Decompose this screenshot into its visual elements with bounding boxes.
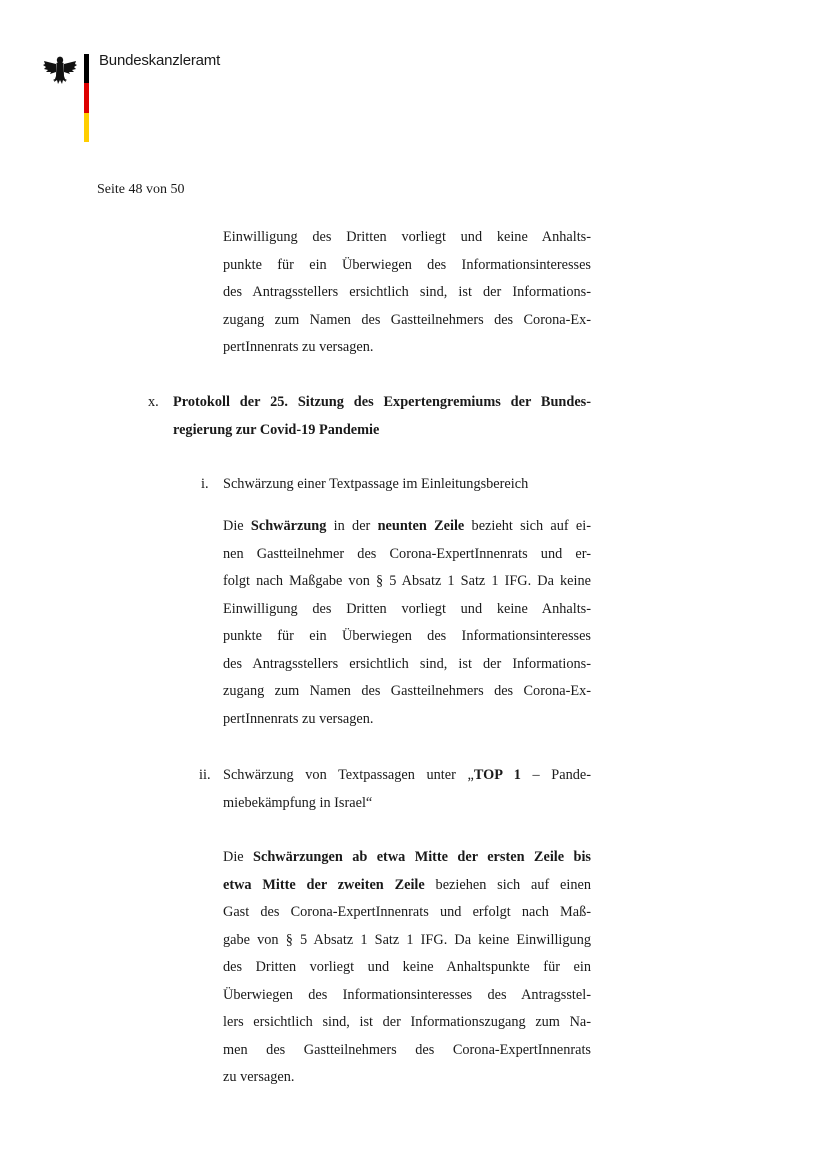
heading-line: Schwärzung von Textpassagen unter „TOP 1 – Pande-: [223, 767, 592, 783]
text-line: Die Schwärzungen ab etwa Mitte der ersten Zeile bis: [223, 849, 591, 865]
section-heading: [173, 389, 591, 444]
page-number: Seite 48 von 50: [97, 182, 185, 197]
text-line: des Dritten vorliegt und keine Anhaltspunkte für ein: [223, 959, 591, 975]
text-line: des Antragsstellers ersichtlich sind, ist der Informations-: [223, 655, 591, 672]
text-line: zugang zum Namen des Gastteilnehmers des Corona-Ex-: [223, 683, 591, 699]
german-flag-bar: [84, 54, 89, 142]
text-line: zu versagen.: [223, 1069, 295, 1085]
federal-eagle-icon: [42, 52, 78, 88]
text-line: Einwilligung des Dritten vorliegt und keine Anhalts-: [223, 229, 591, 245]
text-line: folgt nach Maßgabe von § 5 Absatz 1 Satz 1 IFG. Da keine: [223, 573, 591, 589]
text-line: punkte für ein Überwiegen des Informationsinteresses: [223, 628, 591, 644]
text-line: gabe von § 5 Absatz 1 Satz 1 IFG. Da keine Einwilligung: [223, 931, 591, 948]
item-i-paragraph: [223, 513, 591, 733]
text-line: punkte für ein Überwiegen des Informationsinteresses: [223, 256, 591, 273]
item-ii-paragraph: [223, 844, 591, 1092]
item-marker: ii.: [199, 767, 211, 783]
heading-line: regierung zur Covid-19 Pandemie: [173, 421, 380, 438]
text-line: Überwiegen des Informationsinteresses des Antragsstel-: [223, 986, 591, 1003]
paragraph-continuation: [223, 224, 591, 362]
text-line: nen Gastteilnehmer des Corona-ExpertInnenrats und er-: [223, 545, 591, 562]
heading-line: miebekämpfung in Israel“: [223, 794, 373, 811]
text-line: pertInnenrats zu versagen.: [223, 710, 374, 727]
heading-line: Protokoll der 25. Sitzung des Expertengremiums der Bundes-: [173, 394, 591, 410]
text-line: etwa Mitte der zweiten Zeile beziehen sich auf einen: [223, 876, 591, 893]
item-heading: Schwärzung einer Textpassage im Einleitungsbereich: [223, 476, 529, 492]
section-marker: x.: [148, 394, 159, 410]
text-line: men des Gastteilnehmers des Corona-ExpertInnenrats: [223, 1041, 591, 1058]
text-line: pertInnenrats zu versagen.: [223, 339, 374, 355]
item-ii-heading: [223, 762, 591, 817]
text-line: des Antragsstellers ersichtlich sind, ist der Informations-: [223, 284, 591, 300]
item-marker: i.: [201, 476, 209, 492]
text-line: zugang zum Namen des Gastteilnehmers des Corona-Ex-: [223, 311, 591, 328]
text-line: lers ersichtlich sind, ist der Informationszugang zum Na-: [223, 1014, 591, 1030]
text-line: Die Schwärzung in der neunten Zeile bezieht sich auf ei-: [223, 518, 591, 534]
text-line: Einwilligung des Dritten vorliegt und keine Anhalts-: [223, 600, 591, 617]
organization-name: Bundeskanzleramt: [99, 52, 221, 69]
text-line: Gast des Corona-ExpertInnenrats und erfolgt nach Maß-: [223, 904, 591, 920]
